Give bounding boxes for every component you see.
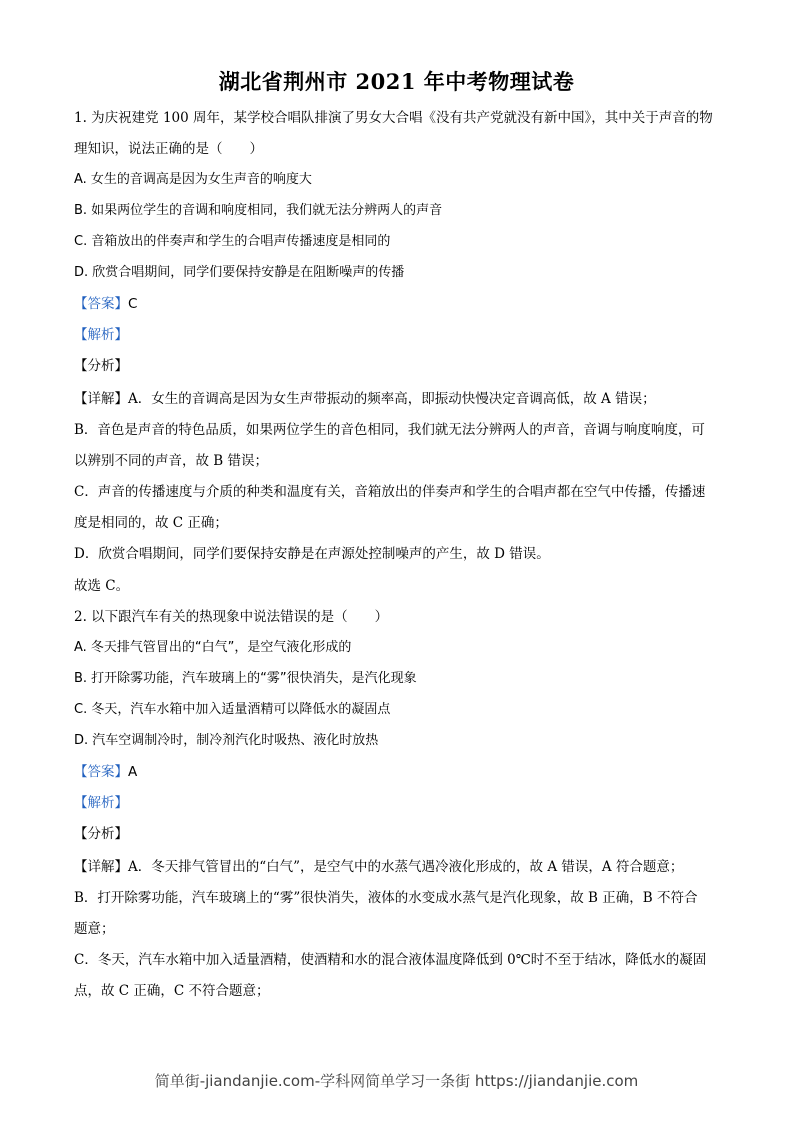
q1-stem-line-1: 1. 为庆祝建党 100 周年，某学校合唱队排演了男女大合唱《没有共产党就没有新中国》，其中关于声音的物 xyxy=(74,110,713,126)
q1-detail-line-4: C．声音的传播速度与介质的种类和温度有关，音箱放出的伴奏声和学生的合唱声都在空气中传播，传播速 xyxy=(74,484,706,500)
q1-fenxi-heading: 【分析】 xyxy=(74,358,128,374)
q1-detail-line-2: B．音色是声音的特色品质，如果两位学生的音色相同，我们就无法分辨两人的声音，音调与响度响度，可 xyxy=(74,422,705,438)
q2-option-c: C. 冬天，汽车水箱中加入适量酒精可以降低水的凝固点 xyxy=(74,702,391,717)
q1-option-c: C. 音箱放出的伴奏声和学生的合唱声传播速度是相同的 xyxy=(74,234,391,249)
q2-stem: 2. 以下跟汽车有关的热现象中说法错误的是（ ） xyxy=(74,609,389,625)
q2-answer-line xyxy=(74,762,724,782)
q1-detail-line-1: 【详解】A．女生的音调高是因为女生声带振动的频率高，即振动快慢决定音调高低，故 A 错误； xyxy=(74,391,656,407)
analysis-tag: 【解析】 xyxy=(74,327,128,343)
q1-answer-line xyxy=(74,294,724,314)
q1-stem-line-2: 理知识，说法正确的是（ ） xyxy=(74,141,263,157)
q2-option-a: A. 冬天排气管冒出的“白气”，是空气液化形成的 xyxy=(74,640,352,655)
q1-detail-line-6: D．欣赏合唱期间，同学们要保持安静是在声源处控制噪声的产生，故 D 错误。 xyxy=(74,546,550,562)
q1-detail-line-3: 以辨别不同的声音，故 B 错误； xyxy=(74,453,269,469)
answer-value: A xyxy=(128,764,138,780)
q2-detail-line-3: 题意； xyxy=(74,921,115,937)
q1-analysis-line xyxy=(74,325,724,345)
answer-tag: 【答案】 xyxy=(74,296,128,312)
q2-fenxi-heading: 【分析】 xyxy=(74,826,128,842)
q2-option-b: B. 打开除雾功能，汽车玻璃上的“雾”很快消失，是汽化现象 xyxy=(74,671,417,686)
q2-detail-line-2: B．打开除雾功能，汽车玻璃上的“雾”很快消失，液体的水变成水蒸气是汽化现象，故 B 正确，B 不符合 xyxy=(74,890,698,906)
q1-option-b: B. 如果两位学生的音调和响度相同，我们就无法分辨两人的声音 xyxy=(74,203,443,218)
q2-option-d: D. 汽车空调制冷时，制冷剂汽化时吸热、液化时放热 xyxy=(74,733,379,748)
q2-detail-line-4: C．冬天，汽车水箱中加入适量酒精，使酒精和水的混合液体温度降低到 0℃时不至于结冰，降低水的凝固 xyxy=(74,952,707,968)
q2-analysis-line xyxy=(74,793,724,813)
answer-value: C xyxy=(128,296,138,312)
q1-conclusion: 故选 C。 xyxy=(74,578,130,594)
answer-tag: 【答案】 xyxy=(74,764,128,780)
footer-watermark: 简单街-jiandanjie.com-学科网简单学习一条街 https://jiandanjie.com xyxy=(154,1072,639,1090)
q1-option-a: A. 女生的音调高是因为女生声音的响度大 xyxy=(74,172,312,187)
q2-detail-line-1: 【详解】A．冬天排气管冒出的“白气”，是空气中的水蒸气遇冷液化形成的，故 A 错误，A 符合题意； xyxy=(74,859,684,875)
q2-detail-line-5: 点，故 C 正确，C 不符合题意； xyxy=(74,983,270,999)
q1-option-d: D. 欣赏合唱期间，同学们要保持安静是在阻断噪声的传播 xyxy=(74,265,405,280)
q1-detail-line-5: 度是相同的，故 C 正确； xyxy=(74,515,228,531)
page-title: 湖北省荆州市 2021 年中考物理试卷 xyxy=(218,69,575,94)
analysis-tag: 【解析】 xyxy=(74,795,128,811)
